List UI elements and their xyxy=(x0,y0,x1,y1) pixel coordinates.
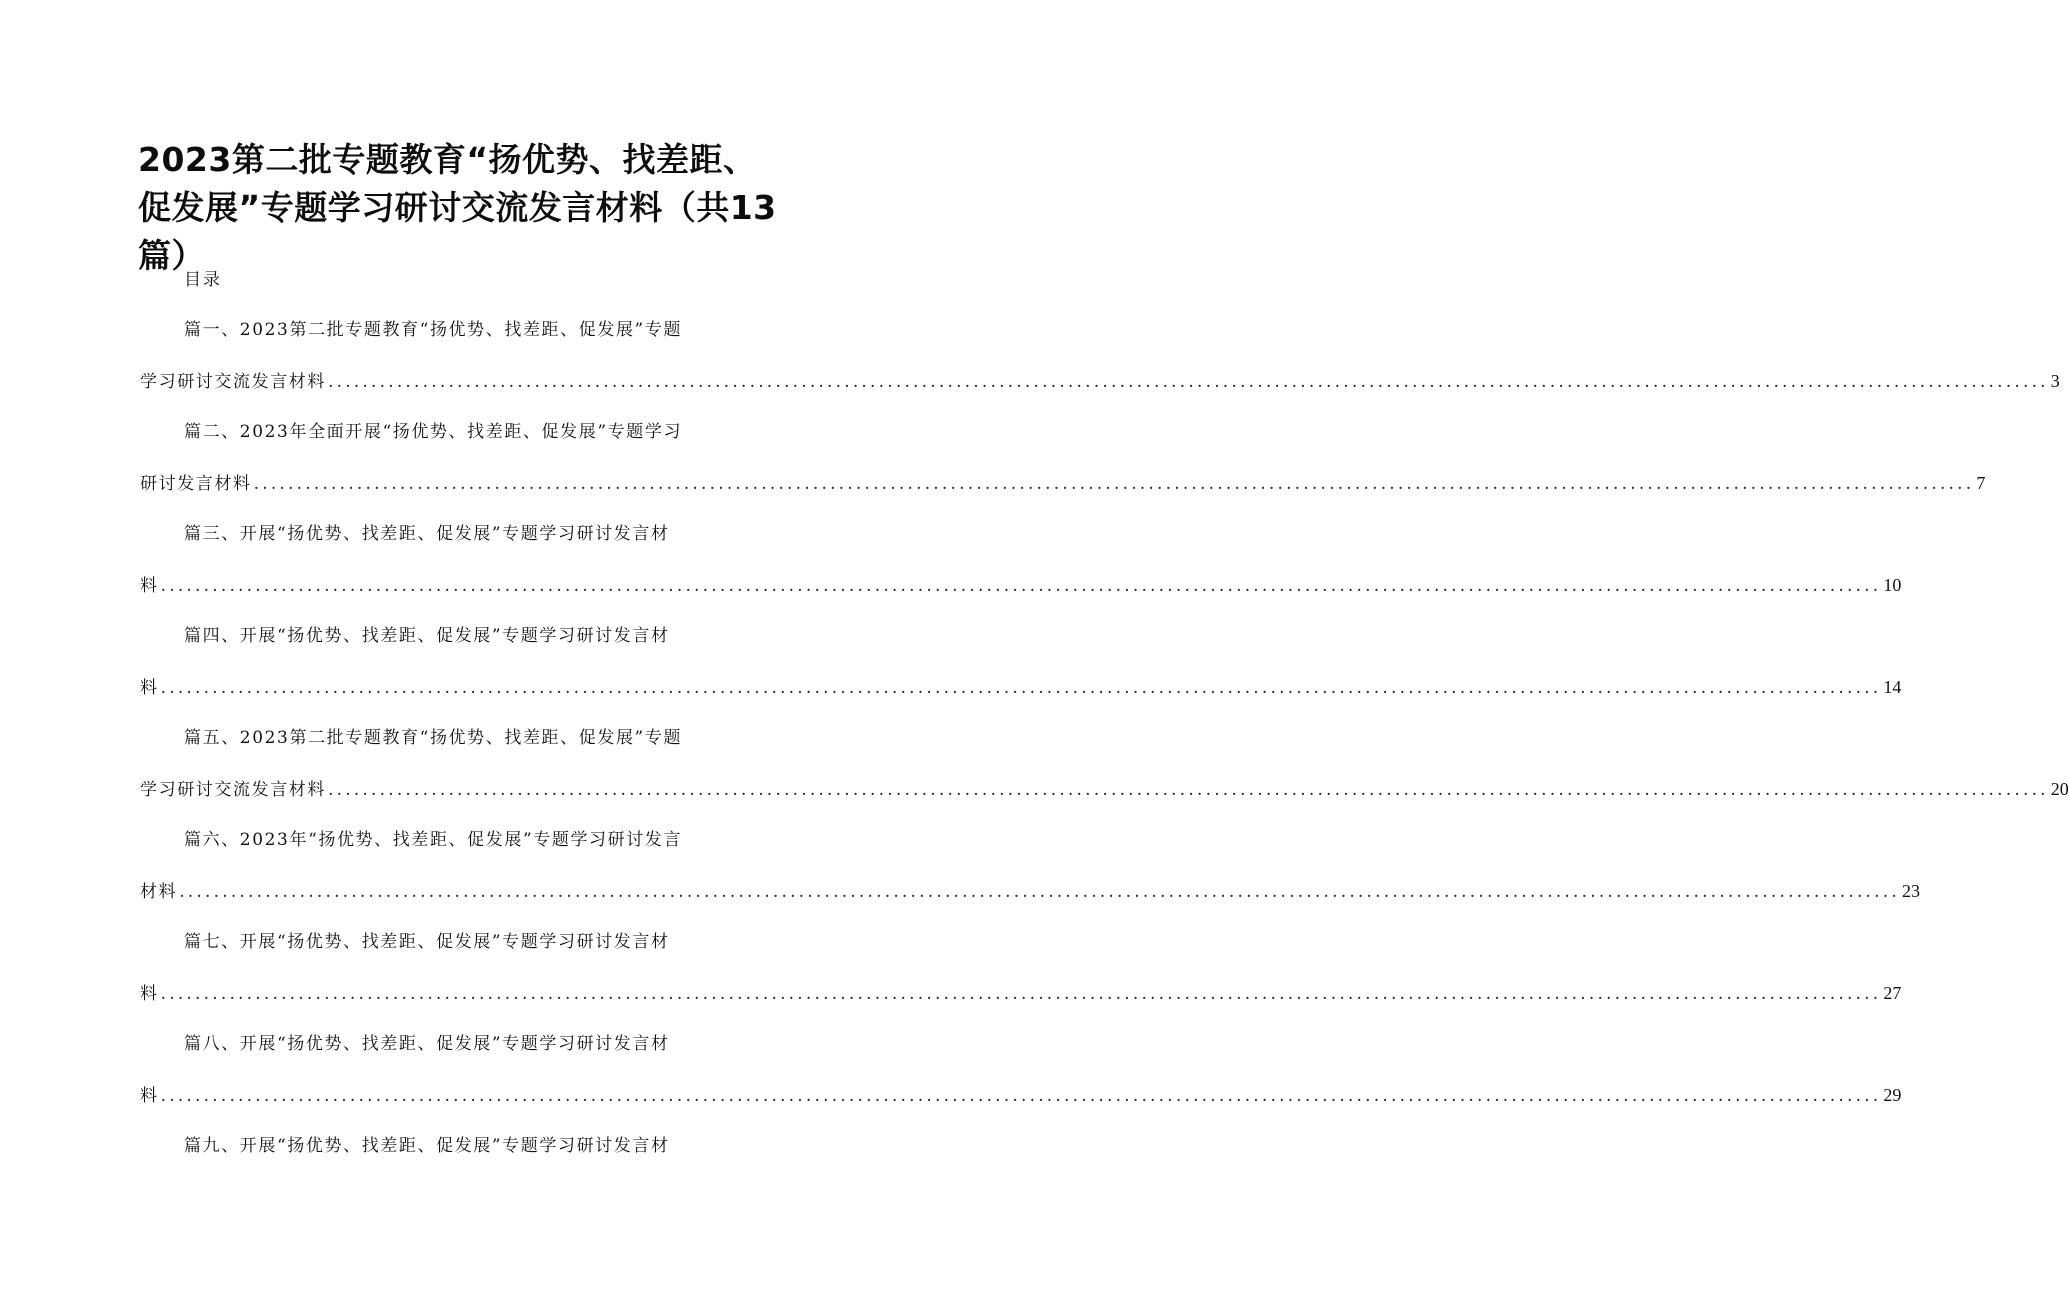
dot-leader: ........................................................................................................................................................................................................ xyxy=(160,984,1882,1004)
toc-entry-continuation xyxy=(140,469,1986,497)
toc-entry-title: 篇二、2023年全面开展“扬优势、找差距、促发展”专题学习 xyxy=(184,422,683,442)
dot-leader: ........................................................................................................................................................................................................ xyxy=(253,474,1975,494)
toc-heading: 目录 xyxy=(184,270,222,290)
toc-entry-continuation xyxy=(140,673,1902,701)
toc-entry[interactable] xyxy=(140,1030,1902,1132)
toc-entry-title: 篇四、开展“扬优势、找差距、促发展”专题学习研讨发言材 xyxy=(184,626,670,646)
toc-entry-title: 篇五、2023第二批专题教育“扬优势、找差距、促发展”专题 xyxy=(184,728,683,748)
toc-entry-title-continued: 研讨发言材料 xyxy=(140,474,252,494)
toc-entry[interactable] xyxy=(140,928,1902,1030)
toc-entry-title: 篇八、开展“扬优势、找差距、促发展”专题学习研讨发言材 xyxy=(184,1034,670,1054)
toc-page-number: 3 xyxy=(2050,371,2060,391)
document-title: 2023第二批专题教育“扬优势、找差距、促发展”专题学习研讨交流发言材料（共13篇） xyxy=(138,140,777,275)
toc-entry[interactable] xyxy=(140,316,2060,418)
toc-entry-title: 篇六、2023年“扬优势、找差距、促发展”专题学习研讨发言 xyxy=(184,830,683,850)
toc-page-number: 29 xyxy=(1883,1085,1902,1105)
toc-entry-title: 篇三、开展“扬优势、找差距、促发展”专题学习研讨发言材 xyxy=(184,524,670,544)
dot-leader: ........................................................................................................................................................................................................ xyxy=(160,1086,1882,1106)
toc-page-number: 27 xyxy=(1883,983,1902,1003)
toc-entry-continuation xyxy=(140,775,2069,803)
toc-entry[interactable] xyxy=(140,1132,772,1234)
toc-entry-title-continued: 料 xyxy=(140,678,159,698)
dot-leader: ........................................................................................................................................................................................................ xyxy=(179,882,1900,902)
toc-entry[interactable] xyxy=(140,826,1920,928)
toc-entry-title-continued: 料 xyxy=(140,984,159,1004)
toc-page-number: 20 xyxy=(2050,779,2069,799)
toc-page-number: 14 xyxy=(1883,677,1902,697)
toc-page-number: 7 xyxy=(1976,473,1986,493)
dot-leader: ........................................................................................................................................................................................................ xyxy=(328,780,2049,800)
dot-leader: ........................................................................................................................................................................................................ xyxy=(328,372,2049,392)
toc-entry-continuation xyxy=(140,367,2060,395)
toc-entry-continuation xyxy=(140,571,1902,599)
toc-entry[interactable] xyxy=(140,520,1902,622)
toc-entry[interactable] xyxy=(140,418,1986,520)
toc-entry-title-continued: 料 xyxy=(140,1086,159,1106)
toc-entry-title-continued: 学习研讨交流发言材料 xyxy=(140,780,326,800)
toc-entry-title-continued: 学习研讨交流发言材料 xyxy=(140,372,326,392)
toc-entry-title-continued: 料 xyxy=(140,576,159,596)
dot-leader: ........................................................................................................................................................................................................ xyxy=(160,576,1882,596)
table-of-contents xyxy=(140,316,2069,1234)
toc-page-number: 10 xyxy=(1883,575,1902,595)
toc-entry[interactable] xyxy=(140,724,2069,826)
toc-page-number: 23 xyxy=(1901,881,1920,901)
toc-entry-continuation xyxy=(140,877,1920,905)
toc-entry-title-continued: 材料 xyxy=(140,882,178,902)
toc-entry-continuation xyxy=(140,1081,1902,1109)
toc-entry-title: 篇一、2023第二批专题教育“扬优势、找差距、促发展”专题 xyxy=(184,320,683,340)
toc-entry[interactable] xyxy=(140,622,1902,724)
toc-entry-title: 篇九、开展“扬优势、找差距、促发展”专题学习研讨发言材 xyxy=(184,1136,670,1156)
dot-leader: ........................................................................................................................................................................................................ xyxy=(160,678,1882,698)
toc-entry-title: 篇七、开展“扬优势、找差距、促发展”专题学习研讨发言材 xyxy=(184,932,670,952)
toc-entry-continuation xyxy=(140,979,1902,1007)
